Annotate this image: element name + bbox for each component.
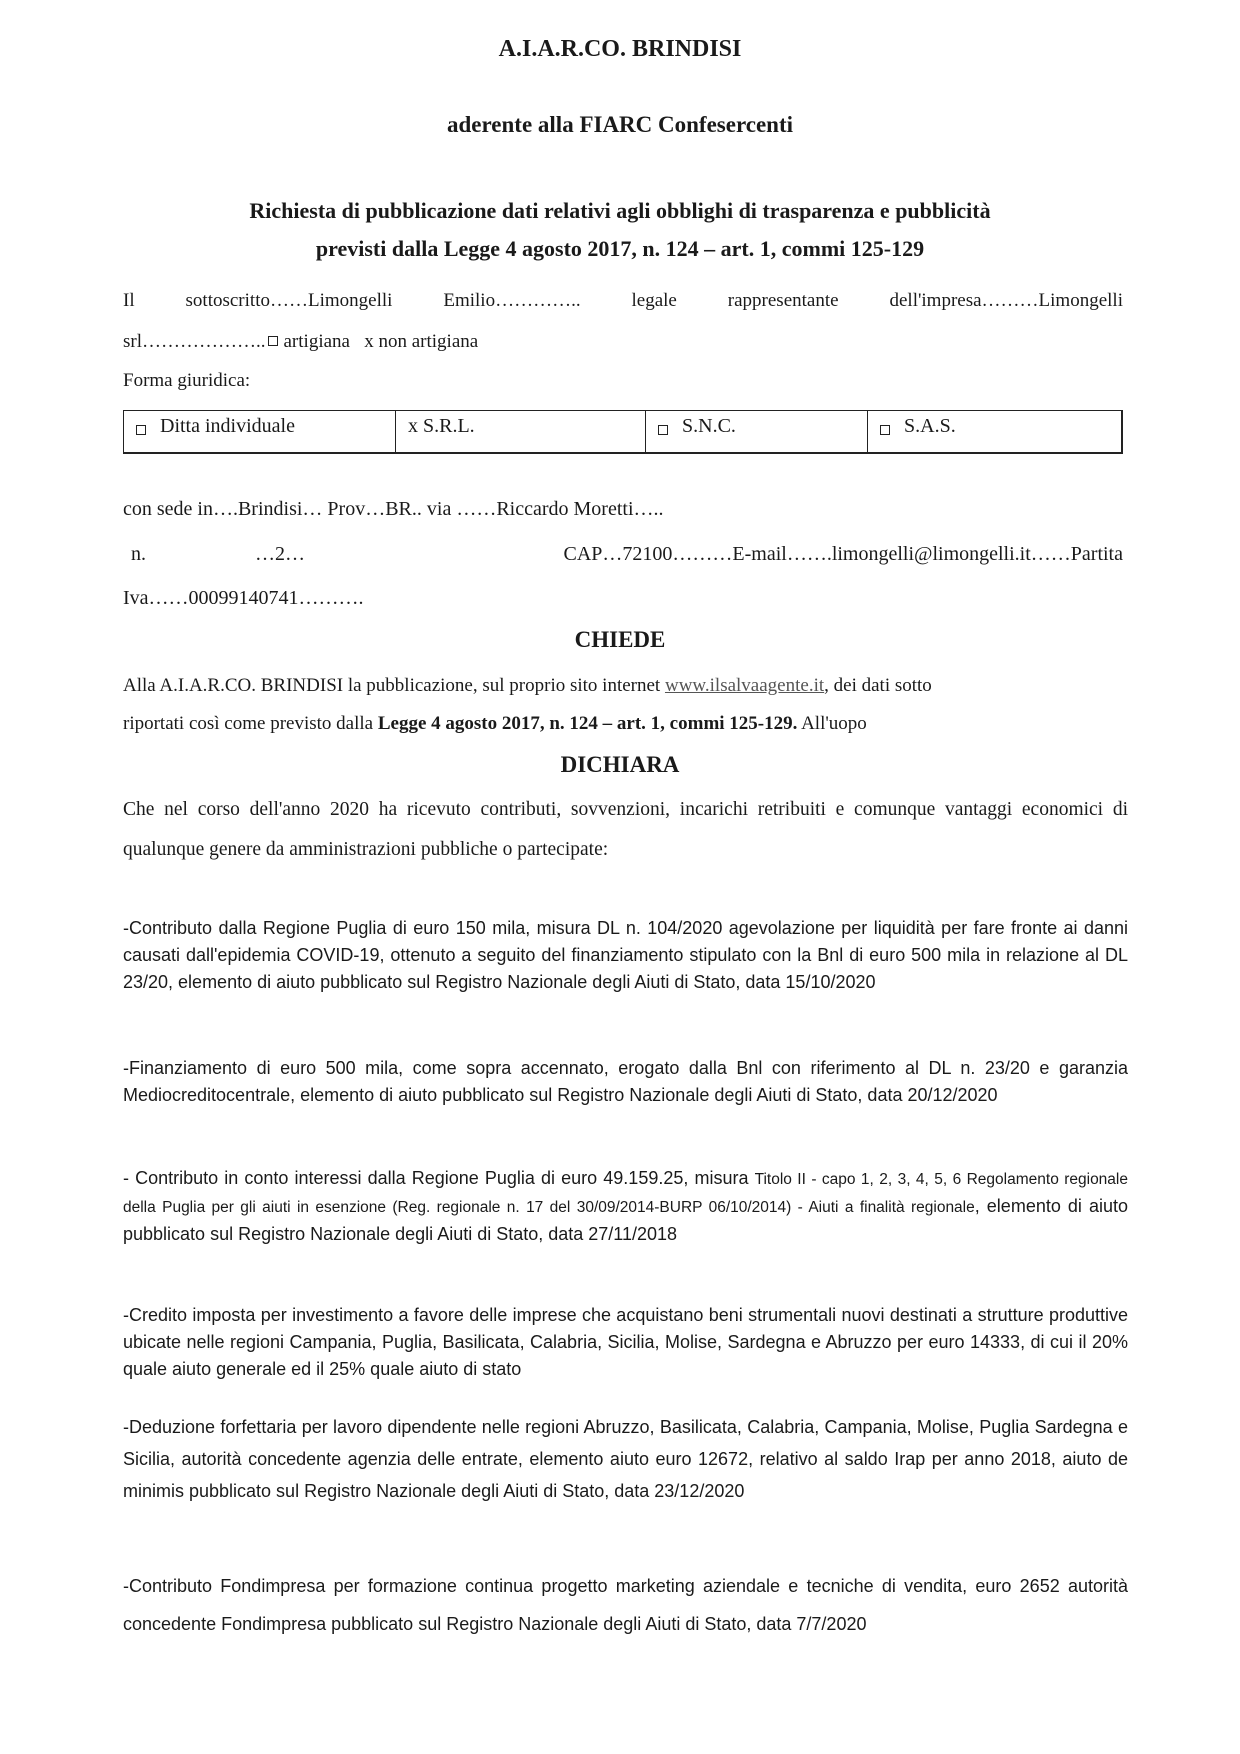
option-label: Ditta individuale <box>160 415 295 437</box>
chiede-text: , dei dati sotto <box>824 675 932 696</box>
checkbox-artigiana[interactable] <box>268 336 278 346</box>
checkbox-icon <box>880 425 890 435</box>
address-line-1: con sede in….Brindisi… Prov…BR.. via ……Riccardo Moretti….. <box>123 498 664 520</box>
non-artigiana-label: x non artigiana <box>364 331 479 352</box>
option-ditta-individuale[interactable] <box>124 411 396 452</box>
partita-iva: Iva……00099140741………. <box>123 587 364 609</box>
chiede-heading: CHIEDE <box>574 627 666 652</box>
option-sas[interactable] <box>868 411 1121 452</box>
aid-item-4: -Credito imposta per investimento a favore delle imprese che acquistano beni strumentali nuovi destinati a strutture produttive ubicate nelle regioni Campania, Puglia, Basilicata, Calabria, Sicilia, Molise, Sardegna e Abruzzo per euro 14333, di cui il 20% quale aiuto generale ed il 25% quale aiuto di stato <box>123 1305 1128 1379</box>
dichiara-heading: DICHIARA <box>560 752 680 777</box>
checkbox-icon <box>136 425 146 435</box>
declarant-word: Il <box>123 290 135 311</box>
aid-item-3 <box>123 1165 1128 1248</box>
option-label: x S.R.L. <box>408 415 475 437</box>
cap-email: CAP…72100………E-mail…….limongelli@limongelli.it……Partita <box>563 543 1123 565</box>
forma-giuridica-table <box>123 410 1123 454</box>
dichiara-intro: Che nel corso dell'anno 2020 ha ricevuto contributi, sovvenzioni, incarichi retribuiti e comunque vantaggi economici di qualunque genere da amministrazioni pubbliche o partecipate: <box>123 799 1128 860</box>
company-name: dell'impresa………Limongelli <box>889 290 1123 311</box>
chiede-text: All'uopo <box>797 713 867 734</box>
option-srl[interactable] <box>396 411 646 452</box>
checkbox-icon <box>658 425 668 435</box>
aid-item-3-measure: Titolo II - capo 1, 2, 3, 4, 5, 6 Regolamento regionale della Puglia per gli aiuti in esenzione (Reg. regionale n. 17 del 30/09/2014-BURP 06/10/2014) - Aiuti a finalità regionale <box>123 1171 1128 1216</box>
declarant-firstname: Emilio………….. <box>443 290 581 311</box>
option-snc[interactable] <box>646 411 868 452</box>
street-number-value: …2… <box>255 543 305 565</box>
aid-item-3-text: - Contributo in conto interessi dalla Regione Puglia di euro 49.159.25, misura <box>123 1168 755 1188</box>
street-number-label: n. <box>131 543 146 565</box>
website-link[interactable]: www.ilsalvaagente.it <box>664 675 825 696</box>
chiede-text: Alla A.I.A.R.CO. BRINDISI la pubblicazione, sul proprio sito internet <box>123 675 665 696</box>
option-label: S.N.C. <box>682 415 736 437</box>
option-label: S.A.S. <box>904 415 956 437</box>
aid-item-6: -Contributo Fondimpresa per formazione continua progetto marketing aziendale e tecniche di vendita, euro 2652 autorità concedente Fondimpresa pubblicato sul Registro Nazionale degli Aiuti di Stato, data 7/7/2020 <box>123 1576 1128 1634</box>
chiede-line-1 <box>123 675 1123 697</box>
law-reference: Legge 4 agosto 2017, n. 124 – art. 1, commi 125-129. <box>377 713 798 734</box>
declarant-line-2 <box>123 331 1123 353</box>
aid-item-1: -Contributo dalla Regione Puglia di euro 150 mila, misura DL n. 104/2020 agevolazione per liquidità per fare fronte ai danni causati dall'epidemia COVID-19, ottenuto a seguito del finanziamento stipulato con la Bnl di euro 500 mila in relazione al DL 23/20, elemento di aiuto pubblicato sul Registro Nazionale degli Aiuti di Stato, data 15/10/2020 <box>123 918 1128 992</box>
declarant-word: legale <box>631 290 677 311</box>
request-title-line-2: previsti dalla Legge 4 agosto 2017, n. 124 – art. 1, commi 125-129 <box>315 236 925 261</box>
artigiana-label: artigiana <box>283 331 350 352</box>
chiede-text: riportati così come previsto dalla <box>123 713 378 734</box>
request-title <box>0 192 1240 268</box>
chiede-line-2 <box>123 713 1123 735</box>
member-subtitle: aderente alla FIARC Confesercenti <box>447 112 793 137</box>
forma-giuridica-label: Forma giuridica: <box>123 370 251 391</box>
company-type: srl……………….. <box>123 331 266 352</box>
declarant-word: rappresentante <box>727 290 839 311</box>
aid-item-5: -Deduzione forfettaria per lavoro dipendente nelle regioni Abruzzo, Basilicata, Calabria, Campania, Molise, Puglia Sardegna e Sicilia, autorità concedente agenzia delle entrate, elemento aiuto euro 12672, relativo al saldo Irap per anno 2018, aiuto de minimis pubblicato sul Registro Nazionale degli Aiuti di Stato, data 23/12/2020 <box>123 1417 1128 1501</box>
declarant-line-1 <box>123 290 1123 312</box>
declarant-name: sottoscritto……Limongelli <box>185 290 393 311</box>
aid-item-3-text: , elemento di aiuto pubblicato sul Registro Nazionale degli Aiuti di Stato, data 27/11/2018 <box>123 1196 1128 1244</box>
org-title: A.I.A.R.CO. BRINDISI <box>498 36 742 62</box>
aid-item-2: -Finanziamento di euro 500 mila, come sopra accennato, erogato dalla Bnl con riferimento al DL n. 23/20 e garanzia Mediocreditocentrale, elemento di aiuto pubblicato sul Registro Nazionale degli Aiuti di Stato, data 20/12/2020 <box>123 1058 1128 1105</box>
request-title-line-1: Richiesta di pubblicazione dati relativi agli obblighi di trasparenza e pubblicità <box>249 198 991 223</box>
